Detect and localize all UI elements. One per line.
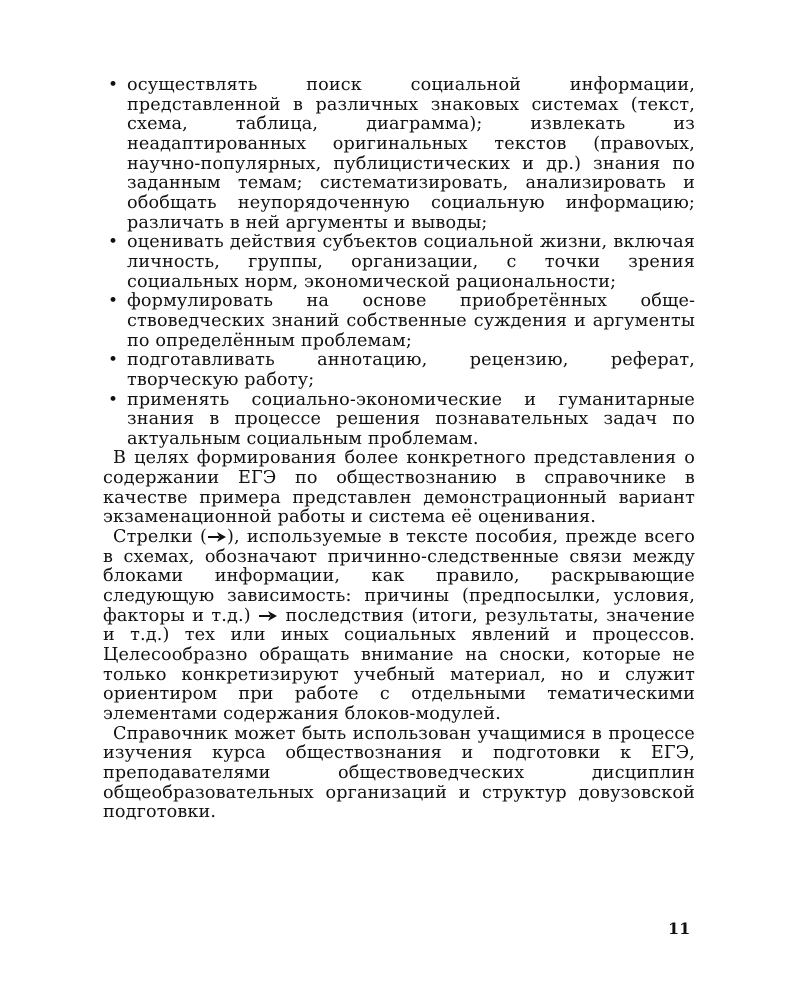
- bullet-dot: •: [108, 350, 119, 371]
- paragraph-arrows-text-2: ), используемые в тексте пособия, прежде всего в схемах, обозначают причинно-следственные связи между блоками информации, как правило, раскрывающие следующую зависимость: причины (предпосылки, условия, факторы и т.д.): [103, 527, 696, 626]
- bullet-item: [103, 351, 695, 390]
- paragraph-arrows-text-3: последствия (итоги, результаты, значение и т.д.) тех или иных социальных явлений и процессов. Целесообразно обращать внимание на сноски, которые не только конкретизируют учебный материал, но и служит ориентиром при работе с отдельными тематическими элементами содержания блоков-модулей.: [103, 605, 695, 724]
- paragraph-usage: Справочник может быть использован учащимися в процессе изучения курса обществознания и подготовки к ЕГЭ, преподавателями обществоведческих дисциплин общеобразовательных организаций и структур довузовской подготовки.: [103, 723, 695, 823]
- paragraph-arrows: [103, 528, 695, 725]
- bullet-text: применять социально-экономические и гуманитарные знания в процессе решения познавательных задач по актуальным социальным проблемам.: [127, 389, 695, 449]
- paragraph-arrows-text-1: Стрелки (: [113, 527, 207, 548]
- bullet-item: [103, 391, 695, 450]
- bullet-item: [103, 76, 695, 233]
- right-arrow-icon: [258, 610, 278, 622]
- bullet-dot: •: [108, 389, 119, 410]
- bullet-text: осуществлять поиск социальной информации, представленной в различных знаковых системах (текст, схема, таблица, диаграмма); извлекать из неадаптированных оригинальных текстов (правоvых, научно-популярных, публицистических и др.) знания по заданным темам; систематизировать, анализировать и обобщать неупорядоченную социальную информацию; различать в ней аргументы и выводы;: [127, 75, 695, 233]
- bullet-dot: •: [108, 75, 119, 95]
- paragraph-ege-structure: В целях формирования более конкретного представления о содержании ЕГЭ по обществознанию в справочнике в качестве примера представлен демонстрационный вариант экзаменационной работы и система её оценивания.: [103, 448, 695, 528]
- bullet-item: [103, 233, 695, 292]
- right-arrow-icon: [207, 531, 227, 543]
- bullet-text: оценивать действия субъектов социальной жизни, включая личность, группы, организации, с точки зрения социальных норм, экономической рациональности;: [127, 232, 695, 292]
- bullet-dot: •: [108, 291, 119, 312]
- skills-bullet-list: [103, 76, 695, 449]
- page-body: [103, 76, 695, 823]
- bullet-item: [103, 292, 695, 351]
- bullet-text: формулировать на основе приобретённых обществоведческих знаний собственные суждения и аргументы по определённым проблемам;: [127, 291, 695, 351]
- bullet-dot: •: [108, 232, 119, 253]
- bullet-text: подготавливать аннотацию, рецензию, реферат, творческую работу;: [127, 350, 695, 390]
- page-number: 11: [668, 919, 691, 938]
